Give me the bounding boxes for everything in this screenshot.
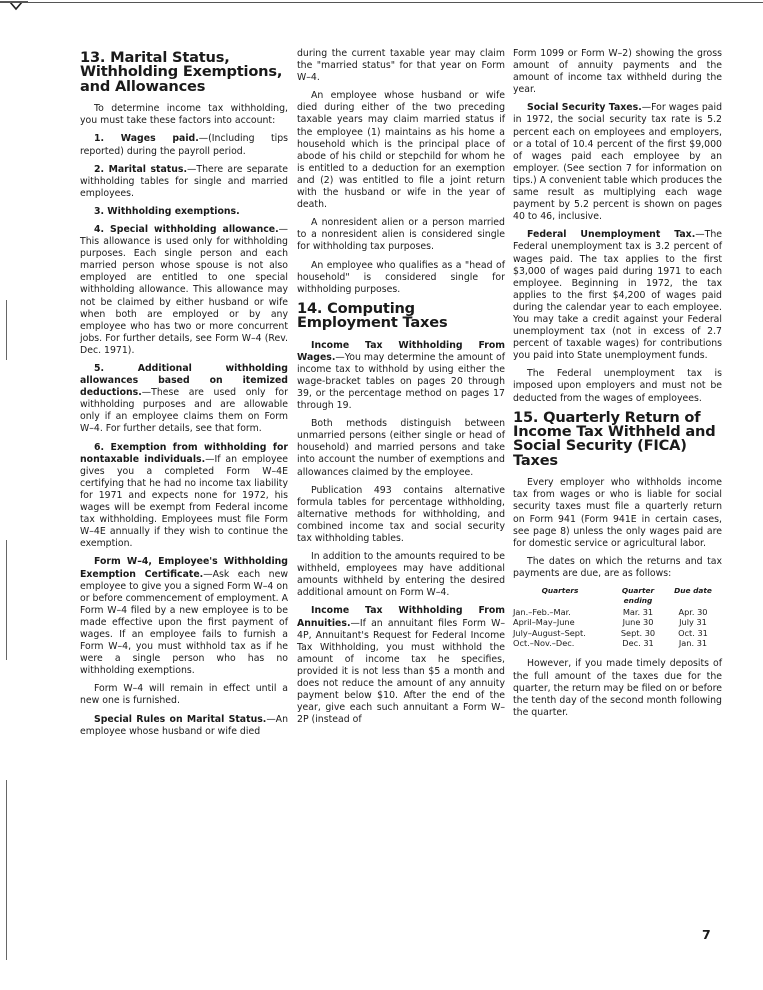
income-tax-wages-paragraph	[297, 340, 505, 413]
factor-5	[80, 363, 288, 436]
head-household-paragraph: An employee who qualifies as a "head of household" is considered single for withholding purposes.	[297, 259, 505, 295]
table-row	[513, 607, 722, 617]
income-tax-wages-lead: Income Tax Withholding From Wages.	[297, 339, 505, 363]
quarterly-due-dates-table	[513, 586, 722, 648]
page-number: 7	[702, 927, 711, 942]
unemployment-lead: Federal Unemployment Tax.	[527, 229, 696, 241]
column-2	[297, 48, 505, 732]
unemployment-paragraph	[513, 229, 722, 362]
methods-paragraph: Both methods distinguish between unmarried persons (either single or head of household) and married persons and take into account the number of exemptions and allowances claimed by the employee.	[297, 418, 505, 478]
table-row	[513, 638, 722, 648]
publication-paragraph: Publication 493 contains alternative formula tables for percentage withholding, alternative methods for withholding, and combined income tax and social security tax withholding tables.	[297, 484, 505, 544]
annuities-text: —If an annuitant files Form W–4P, Annuitant's Request for Federal Income Tax Withholding, you must withhold the amount of income tax he specifies, provided it is not less than $5 a month and does not reduce the amount of any annuity payment below $10. After the end of the year, give each such annuitant a Form W–2P (instead of	[297, 617, 505, 726]
continued-paragraph: during the current taxable year may claim the "married status" for that year on Form W–4.	[297, 48, 505, 84]
header-due-date: Due date	[674, 586, 712, 595]
annuities-lead: Income Tax Withholding From Annuities.	[297, 605, 505, 629]
due-date-cell: Jan. 31	[678, 638, 708, 649]
factor-6-text: —If an employee gives you a completed Form W–4E certifying that he had no income tax liability for 1971 and expects none for 1972, his wages will be exempt from Federal income tax withholding. Employees must file Form W–4E annually if they wish to continue the exemption.	[80, 453, 288, 550]
quarter-cell: July–August–Sept.	[513, 627, 586, 638]
scan-edge-mark	[6, 300, 7, 360]
special-rules-paragraph	[80, 714, 288, 738]
table-header-row	[513, 586, 722, 607]
spouse-died-paragraph: An employee whose husband or wife died during either of the two preceding taxable years may claim married status if the employee (1) maintains as his home a household which is the principal place of abode of his child or stepchild for whom he is entitled to a deduction for an exemption and (2) was entitled to file a joint return with the husband or wife in the year of death.	[297, 90, 505, 211]
form-w4-lead: Form W–4, Employee's Withholding Exemption Certificate.	[80, 556, 288, 580]
factor-1-lead: 1. Wages paid.	[94, 133, 199, 145]
top-scan-rule	[0, 2, 763, 3]
factor-3	[80, 206, 288, 218]
special-rules-text: —An employee whose husband or wife died	[80, 713, 288, 737]
column-3	[513, 48, 722, 725]
quarter-cell: Oct.–Nov.–Dec.	[513, 638, 575, 649]
annuities-paragraph	[297, 605, 505, 726]
factor-4-lead: 4. Special withholding allowance.	[94, 223, 279, 235]
timely-deposits-paragraph: However, if you made timely deposits of the full amount of the taxes due for the quarter, the return may be filed on or before the tenth day of the second month following the quarter.	[513, 658, 722, 718]
header-quarter-ending: Quarter ending	[621, 586, 655, 606]
income-tax-wages-text: —You may determine the amount of income tax to withhold by using either the wage-bracket tables on pages 20 through 39, or the percentage method on pages 17 through 19.	[297, 351, 505, 412]
scan-edge-mark	[6, 540, 7, 660]
every-employer-paragraph: Every employer who withholds income tax from wages or who is liable for social security taxes must file a quarterly return on Form 941 (Form 941E in certain cases, see page 8) unless the only wages paid are for domestic service or agricultural labor.	[513, 477, 722, 549]
continued-paragraph: Form 1099 or Form W–2) showing the gross amount of annuity payments and the amount of income tax withheld during the year.	[513, 48, 722, 96]
section-15-heading: 15. Quarterly Return of Income Tax Withheld and Social Security (FICA) Taxes	[513, 408, 716, 469]
factor-5-text: —These are used only for withholding purposes and are allowable only if an employee claims them on Form W–4. For further details, see that form.	[80, 387, 288, 435]
unemployment-text: —The Federal unemployment tax is 3.2 percent of wages paid. The tax applies to the first $3,000 of wages paid during 1971 to each employee. Beginning in 1972, the tax applies to the first $4,200 of wages paid during the calendar year to each employee. You may take a credit against your Federal unemployment tax (not in excess of 2.7 percent of taxable wages) for contributions you paid into State unemployment funds.	[513, 229, 722, 362]
factor-4-text: —This allowance is used only for withholding purposes. Each single person and each married person whose spouse is not also employed are entitled to one special withholding allowance. This allowance may not be claimed by either husband or wife when both are employed or by any employee who has two or more concurrent jobs. For further details, see Form W–4 (Rev. Dec. 1971).	[80, 223, 288, 356]
factor-2	[80, 164, 288, 200]
table-row	[513, 617, 722, 627]
form-w4-text: —Ask each new employee to give you a signed Form W–4 on or before commencement of employment. A Form W–4 filed by a new employee is to be made effective upon the first payment of wages. If an employee fails to furnish a Form W–4, you must withhold tax as if he were a single person who has no withholding exemptions.	[80, 568, 288, 677]
quarter-cell: Jan.–Feb.–Mar.	[513, 606, 571, 617]
special-rules-lead: Special Rules on Marital Status.	[94, 713, 267, 725]
social-security-text: —For wages paid in 1972, the social security tax rate is 5.2 percent each on employees and employers, or a total of 10.4 percent of the first $9,000 of wages paid each employee by an employer. (See section 7 for information on tips.) A convenient table which produces the same result as multiplying each wage payment by 5.2 percent is shown on pages 40 to 46, inclusive.	[513, 102, 722, 223]
social-security-paragraph	[513, 102, 722, 223]
quarter-ending-cell: June 30	[622, 617, 654, 628]
unemployment-imposed-paragraph: The Federal unemployment tax is imposed upon employers and must not be deducted from the wages of employees.	[513, 368, 722, 404]
form-w4-paragraph	[80, 556, 288, 677]
factor-1	[80, 133, 288, 157]
section-14-heading: 14. Computing Employment Taxes	[297, 299, 448, 332]
due-date-cell: July 31	[679, 617, 707, 628]
social-security-lead: Social Security Taxes.	[527, 102, 642, 114]
factor-1-text: —(Including tips reported) during the payroll period.	[80, 133, 288, 157]
table-row	[513, 628, 722, 638]
section-13-heading: 13. Marital Status, Withholding Exemptions, and Allowances	[80, 49, 283, 95]
due-dates-paragraph: The dates on which the returns and tax payments are due, are as follows:	[513, 555, 722, 579]
quarter-ending-cell: Sept. 30	[620, 627, 656, 638]
factor-2-text: —There are separate withholding tables for single and married employees.	[80, 163, 288, 199]
factor-5-lead: 5. Additional withholding allowances based on itemized deductions.	[80, 363, 288, 399]
due-date-cell: Apr. 30	[678, 606, 708, 617]
due-date-cell: Oct. 31	[678, 627, 708, 638]
quarter-cell: April–May–June	[513, 617, 575, 628]
factor-4	[80, 224, 288, 357]
factor-2-lead: 2. Marital status.	[94, 163, 188, 175]
form-w4-remain: Form W–4 will remain in effect until a new one is furnished.	[80, 683, 288, 707]
quarter-ending-cell: Dec. 31	[622, 638, 654, 649]
factor-3-lead: 3. Withholding exemptions.	[94, 205, 240, 217]
factor-6-lead: 6. Exemption from withholding for nontaxable individuals.	[80, 441, 288, 465]
factor-6	[80, 442, 288, 551]
quarter-ending-cell: Mar. 31	[622, 606, 654, 617]
scan-edge-mark	[6, 780, 7, 960]
header-quarters: Quarters	[541, 586, 579, 595]
nonresident-paragraph: A nonresident alien or a person married to a nonresident alien is considered single for withholding tax purposes.	[297, 217, 505, 253]
intro-paragraph: To determine income tax withholding, you must take these factors into account:	[80, 103, 288, 127]
column-1	[80, 48, 288, 744]
additional-amounts-paragraph: In addition to the amounts required to be withheld, employees may have additional amounts withheld by entering the desired additional amount on Form W–4.	[297, 551, 505, 599]
